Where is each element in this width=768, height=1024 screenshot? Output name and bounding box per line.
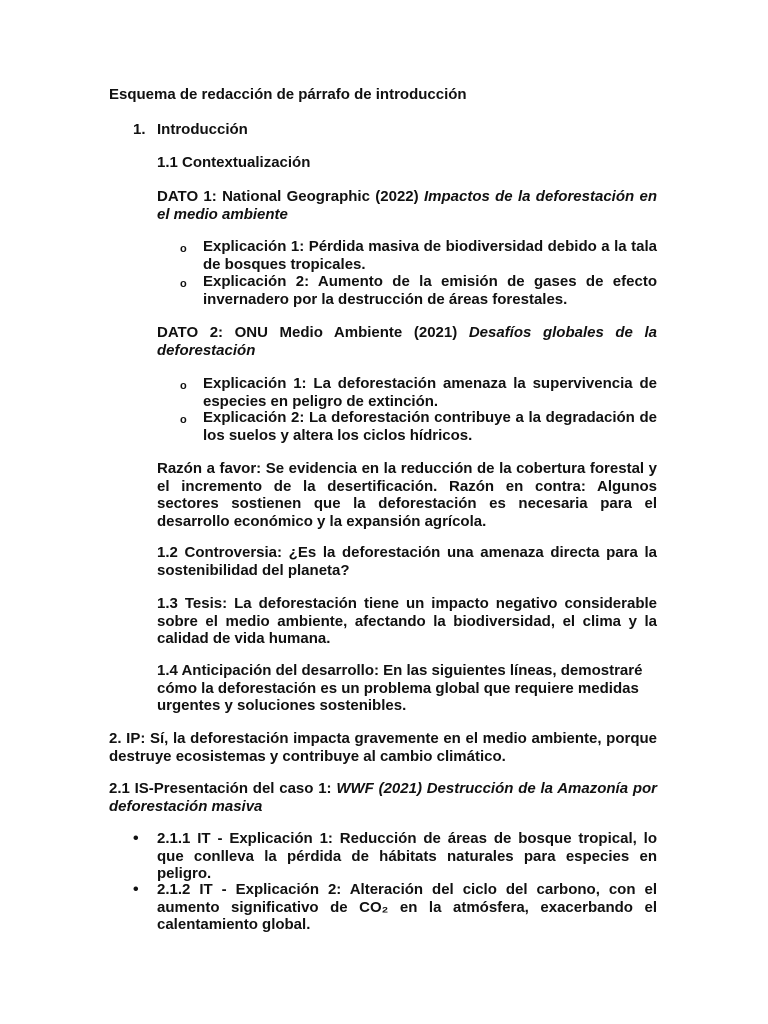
dato-1 bbox=[157, 188, 657, 223]
document-title: Esquema de redacción de párrafo de introducción bbox=[109, 86, 467, 103]
anticipacion-paragraph: 1.4 Anticipación del desarrollo: En las siguientes líneas, demostraré cómo la deforestación es un problema global que requiere medidas urgentes y soluciones sostenibles. bbox=[157, 662, 643, 714]
dato-1-label: DATO 1: National Geographic (2022) bbox=[157, 188, 419, 205]
dato-2-explicacion-1: Explicación 1: La deforestación amenaza la supervivencia de especies en peligro de extinción. bbox=[203, 375, 657, 410]
circle-bullet-icon: o bbox=[180, 278, 187, 290]
dato-2 bbox=[157, 324, 657, 359]
section-number: 1. bbox=[133, 121, 146, 138]
section-heading: Introducción bbox=[157, 121, 248, 138]
razon-paragraph: Razón a favor: Se evidencia en la reducción de la cobertura forestal y el incremento de la desertificación. Razón en contra: Algunos sectores sostienen que la deforestación es necesaria para el desarrollo económico y la expansión agrícola. bbox=[157, 460, 657, 530]
dato-1-explicacion-1: Explicación 1: Pérdida masiva de biodiversidad debido a la tala de bosques tropicales. bbox=[203, 238, 657, 273]
subsection-heading: 1.1 Contextualización bbox=[157, 154, 311, 171]
dato-2-title: Desafíos globales de la deforestación bbox=[157, 324, 657, 359]
is-presentacion-label: 2.1 IS-Presentación del caso 1: bbox=[109, 780, 332, 797]
dot-bullet-icon: • bbox=[133, 830, 139, 847]
circle-bullet-icon: o bbox=[180, 243, 187, 255]
is-presentacion bbox=[109, 780, 657, 815]
dato-1-title: Impactos de la deforestación en el medio ambiente bbox=[157, 188, 657, 223]
circle-bullet-icon: o bbox=[180, 380, 187, 392]
is-presentacion-title: WWF (2021) Destrucción de la Amazonía por deforestación masiva bbox=[109, 780, 658, 815]
dato-2-explicacion-2: Explicación 2: La deforestación contribuye a la degradación de los suelos y altera los ciclos hídricos. bbox=[203, 409, 657, 444]
controversia-paragraph: 1.2 Controversia: ¿Es la deforestación una amenaza directa para la sostenibilidad del planeta? bbox=[157, 544, 657, 579]
tesis-paragraph: 1.3 Tesis: La deforestación tiene un impacto negativo considerable sobre el medio ambiente, afectando la biodiversidad, el clima y la calidad de vida humana. bbox=[157, 595, 657, 647]
it-explicacion-2: 2.1.2 IT - Explicación 2: Alteración del ciclo del carbono, con el aumento significativo de CO₂ en la atmósfera, exacerbando el calentamiento global. bbox=[157, 881, 657, 933]
dato-2-label: DATO 2: ONU Medio Ambiente (2021) bbox=[157, 324, 458, 341]
dato-1-explicacion-2: Explicación 2: Aumento de la emisión de gases de efecto invernadero por la destrucción de áreas forestales. bbox=[203, 273, 657, 308]
ip-paragraph: 2. IP: Sí, la deforestación impacta gravemente en el medio ambiente, porque destruye ecosistemas y contribuye al cambio climático. bbox=[109, 730, 657, 765]
it-explicacion-1: 2.1.1 IT - Explicación 1: Reducción de áreas de bosque tropical, lo que conlleva la pérdida de hábitats naturales para especies en peligro. bbox=[157, 830, 657, 882]
dot-bullet-icon: • bbox=[133, 881, 139, 898]
circle-bullet-icon: o bbox=[180, 414, 187, 426]
